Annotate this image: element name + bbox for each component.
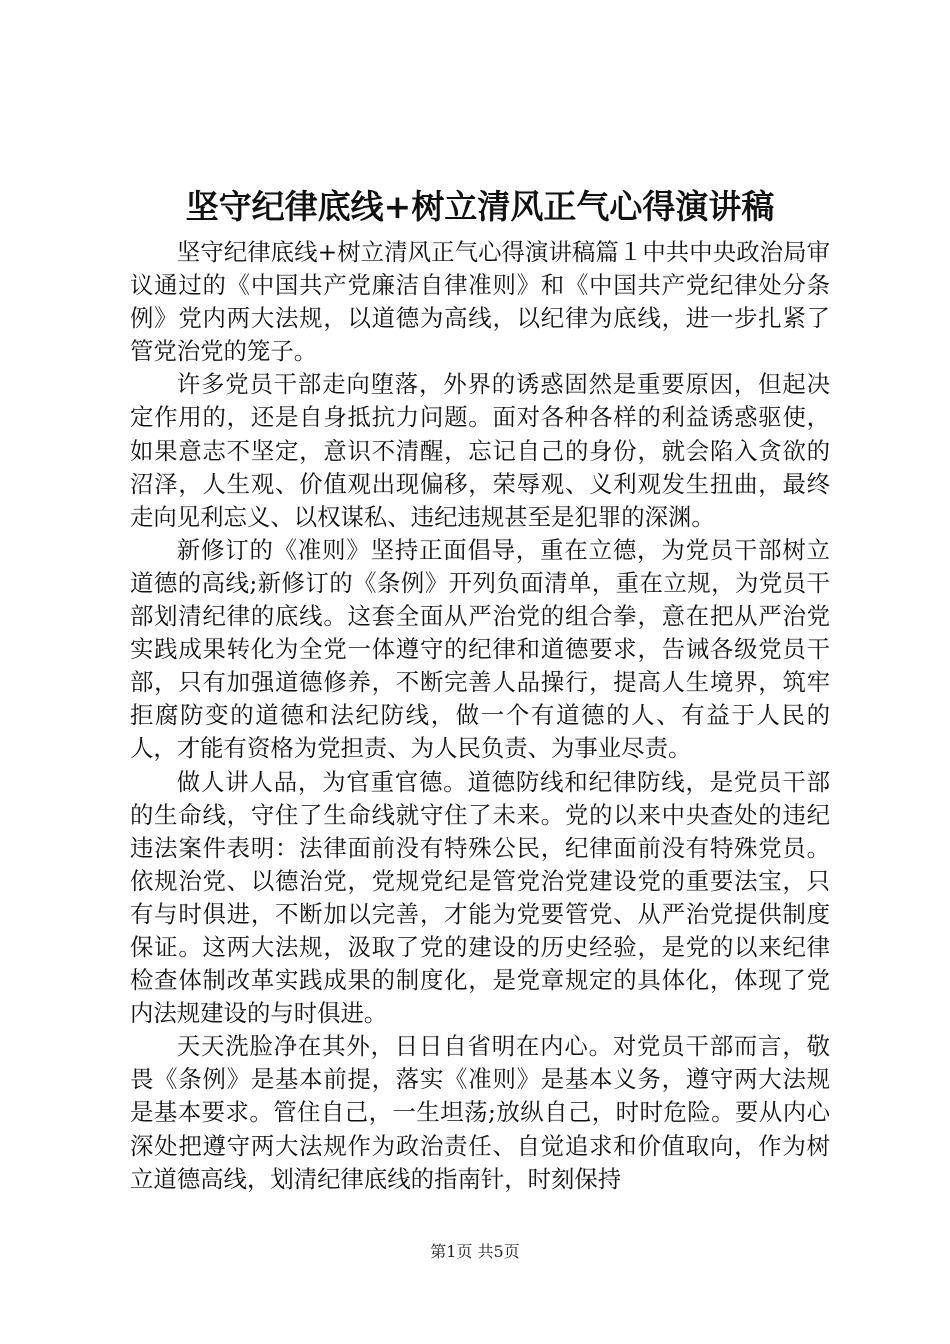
- document-title: 坚守纪律底线+树立清风正气心得演讲稿: [185, 187, 775, 226]
- paragraph-4: 做人讲人品，为官重官德。道德防线和纪律防线，是党员干部的生命线，守住了生命线就守住了未来。党的以来中央查处的违纪违法案件表明：法律面前没有特殊公民，纪律面前没有特殊党员。依规治党、以德治党，党规党纪是管党治党建设党的重要法宝，只有与时俱进，不断加以完善，才能为党要管党、从严治党提供制度保证。这两大法规，汲取了党的建设的历史经验，是党的以来纪律检查体制改革实践成果的制度化，是党章规定的具体化，体现了党内法规建设的与时俱进。: [130, 767, 830, 1028]
- paragraph-5: 天天洗脸净在其外，日日自省明在内心。对党员干部而言，敬畏《条例》是基本前提，落实《准则》是基本义务，遵守两大法规是基本要求。管住自己，一生坦荡;放纵自己，时时危险。要从内心深处把遵守两大法规作为政治责任、自觉追求和价值取向，作为树立道德高线，划清纪律底线的指南针，时刻保持: [130, 1032, 830, 1193]
- paragraph-3: 新修订的《准则》坚持正面倡导，重在立德，为党员干部树立道德的高线;新修订的《条例》开列负面清单，重在立规，为党员干部划清纪律的底线。这套全面从严治党的组合拳，意在把从严治党实践成果转化为全党一体遵守的纪律和道德要求，告诫各级党员干部，只有加强道德修养，不断完善人品操行，提高人生境界，筑牢拒腐防变的道德和法纪防线，做一个有道德的人、有益于人民的人，才能有资格为党担责、为人民负责、为事业尽责。: [130, 535, 830, 763]
- document-body: [130, 236, 830, 1196]
- paragraph-1: 坚守纪律底线+树立清风正气心得演讲稿篇１中共中央政治局审议通过的《中国共产党廉洁自律准则》和《中国共产党纪律处分条例》党内两大法规，以道德为高线，以纪律为底线，进一步扎紧了管党治党的笼子。: [130, 238, 830, 366]
- paragraph-2: 许多党员干部走向堕落，外界的诱惑固然是重要原因，但起决定作用的，还是自身抵抗力问题。面对各种各样的利益诱惑驱使，如果意志不坚定，意识不清醒，忘记自己的身份，就会陷入贪欲的沼泽，人生观、价值观出现偏移，荣辱观、义利观发生扭曲，最终走向见利忘义、以权谋私、违纪违规甚至是犯罪的深渊。: [130, 370, 830, 531]
- page-footer: 第1页 共5页: [430, 1242, 520, 1261]
